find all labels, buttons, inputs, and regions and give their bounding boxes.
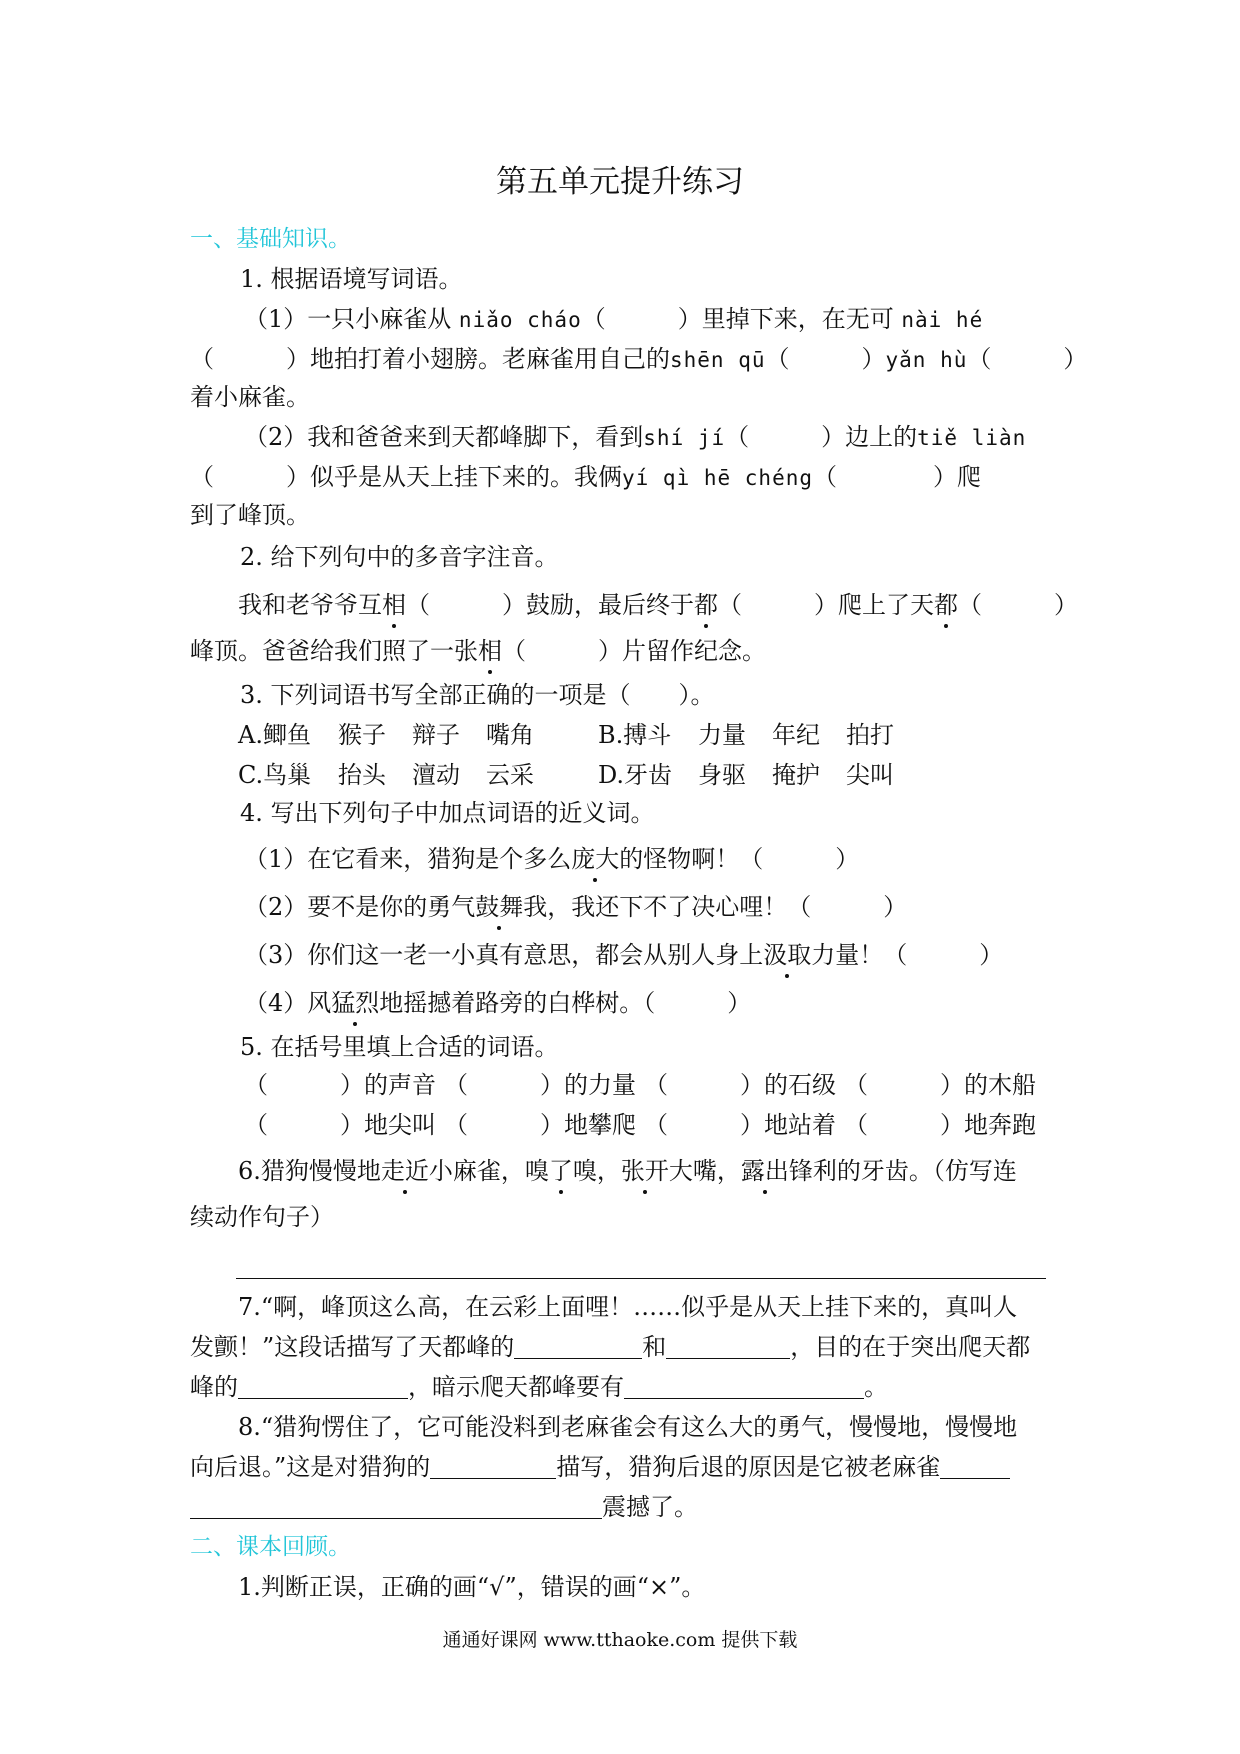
q1-part1-line1: （1）一只小麻雀从 niǎo cháo（ ）里掉下来，在无可 nài hé	[244, 305, 984, 333]
dotted-word: 汲取	[763, 938, 811, 972]
q1-part2-line2: （ ）似乎是从天上挂下来的。我俩yí qì hē chéng（ ）爬	[190, 463, 982, 491]
dotted-char: 都	[934, 588, 958, 622]
q2-label: 2. 给下列句中的多音字注音。	[240, 543, 559, 571]
q4-item-4: （4）风猛烈地摇撼着路旁的白桦树。（ ）	[244, 986, 751, 1020]
page-title: 第五单元提升练习	[496, 164, 744, 200]
answer-blank[interactable]	[430, 1454, 556, 1479]
dotted-word: 猛烈	[331, 986, 379, 1020]
dotted-char: 相	[382, 588, 406, 622]
q1-label: 1. 根据语境写词语。	[240, 265, 463, 293]
q8-line2: 向后退。”这是对猎狗的 描写，猎狗后退的原因是它被老麻雀	[190, 1450, 1010, 1484]
q3-option-a: A.鲫鱼 猴子 辩子 嘴角	[238, 721, 534, 749]
answer-blank[interactable]	[940, 1454, 1010, 1479]
q4-item-2: （2）要不是你的勇气鼓舞我，我还下不了决心哩！（ ）	[244, 890, 907, 924]
q2-sentence-line2: 峰顶。爸爸给我们照了一张相（ ）片留作纪念。	[190, 634, 766, 668]
q4-item-1: （1）在它看来，猎狗是个多么庞大的怪物啊！（ ）	[244, 842, 859, 876]
q6-line1: 6.猎狗慢慢地走近小麻雀，嗅了嗅，张开大嘴，露出锋利的牙齿。（仿写连	[238, 1154, 1017, 1188]
dotted-word: 露出	[741, 1154, 789, 1188]
q6-line2: 续动作句子）	[190, 1203, 334, 1231]
dotted-word: 嗅了嗅	[525, 1154, 597, 1188]
q1-part1-line3: 着小麻雀。	[190, 383, 310, 411]
q3-option-b: B.搏斗 力量 年纪 拍打	[598, 721, 894, 749]
q7-line1: 7.“啊，峰顶这么高，在云彩上面哩！……似乎是从天上挂下来的，真叫人	[238, 1293, 1018, 1321]
answer-blank[interactable]	[514, 1334, 642, 1359]
answer-blank[interactable]	[190, 1494, 602, 1519]
answer-blank[interactable]	[666, 1334, 790, 1359]
q2-sentence-line1: 我和老爷爷互相（ ）鼓励，最后终于都（ ）爬上了天都（ ）	[238, 588, 1078, 622]
section2-item-1: 1.判断正误，正确的画“√”，错误的画“×”。	[238, 1573, 706, 1601]
q5-label: 5. 在括号里填上合适的词语。	[240, 1033, 559, 1061]
q1-part1-line2: （ ）地拍打着小翅膀。老麻雀用自己的shēn qū（ ）yǎn hù（ ）	[190, 345, 1088, 373]
q3-option-d: D.牙齿 身驱 掩护 尖叫	[598, 761, 894, 789]
q1-part2-line1: （2）我和爸爸来到天都峰脚下，看到shí jí（ ）边上的tiě liàn	[244, 423, 1027, 451]
q4-item-3: （3）你们这一老一小真有意思，都会从别人身上汲取力量！（ ）	[244, 938, 1003, 972]
q7-line3: 峰的 ，暗示爬天都峰要有 。	[190, 1373, 888, 1401]
dotted-word: 张开	[621, 1154, 669, 1188]
dotted-word: 走近	[381, 1154, 429, 1188]
dotted-word: 庞大	[571, 842, 619, 876]
q4-label: 4. 写出下列句子中加点词语的近义词。	[240, 799, 655, 827]
q3-option-c: C.鸟巢 抬头 澶动 云采	[238, 761, 534, 789]
dotted-word: 鼓舞	[475, 890, 523, 924]
q5-row-1: （ ）的声音 （ ）的力量 （ ）的石级 （ ）的木船	[244, 1071, 1036, 1099]
q3-label: 3. 下列词语书写全部正确的一项是（ ）。	[240, 681, 715, 709]
answer-blank[interactable]	[624, 1374, 864, 1399]
q5-row-2: （ ）地尖叫 （ ）地攀爬 （ ）地站着 （ ）地奔跑	[244, 1111, 1036, 1139]
q6-answer-line	[236, 1278, 1046, 1279]
q7-line2: 发颤！”这段话描写了天都峰的 和 ，目的在于突出爬天都	[190, 1333, 1031, 1361]
footer-credit: 通通好课网 www.tthaoke.com 提供下载	[442, 1629, 798, 1651]
answer-blank[interactable]	[238, 1374, 408, 1399]
q8-line1: 8.“猎狗愣住了，它可能没料到老麻雀会有这么大的勇气，慢慢地，慢慢地	[238, 1413, 1018, 1441]
dotted-char: 都	[694, 588, 718, 622]
dotted-char: 相	[478, 634, 502, 668]
section-heading-textbook: 二、课本回顾。	[190, 1534, 351, 1560]
section-heading-basic: 一、基础知识。	[190, 226, 351, 252]
q8-line3: 震撼了。	[190, 1490, 698, 1524]
q1-part2-line3: 到了峰顶。	[190, 501, 310, 529]
